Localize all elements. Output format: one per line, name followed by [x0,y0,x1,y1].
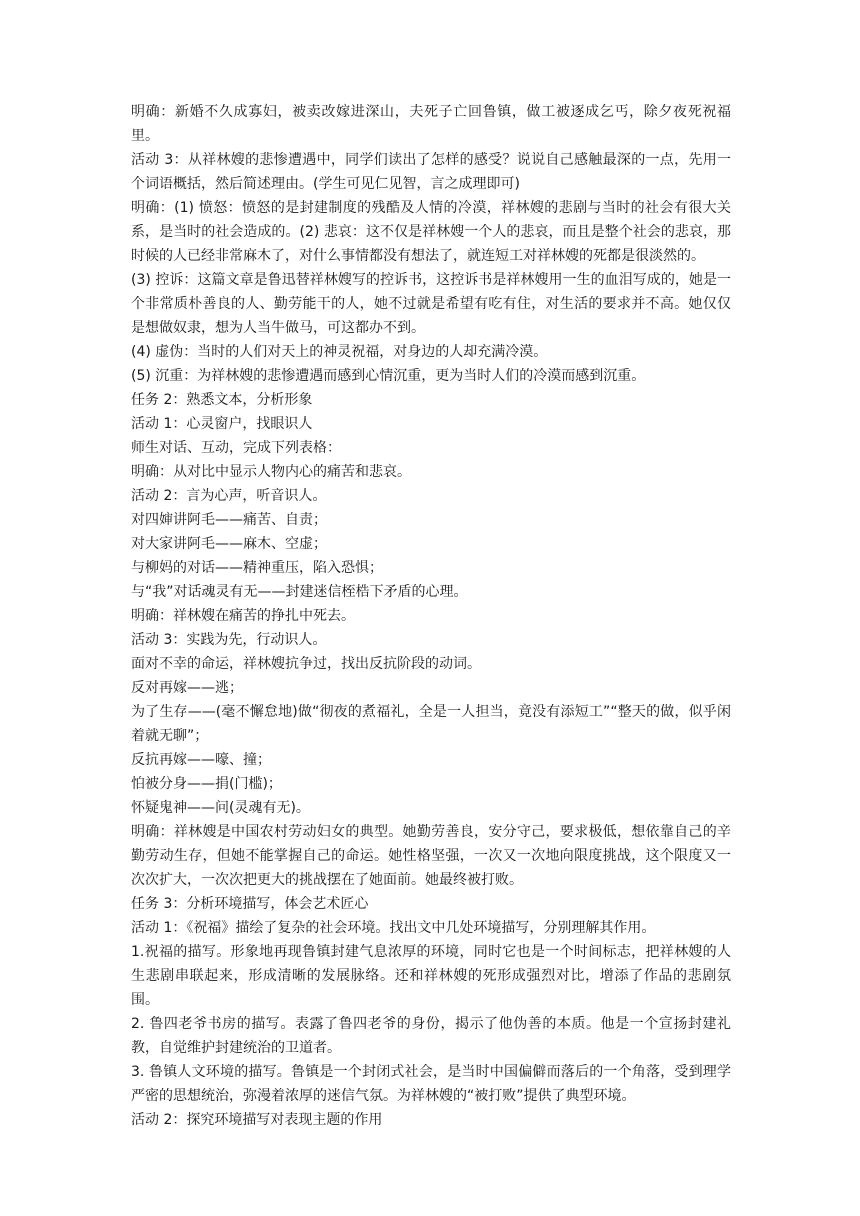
list-item-soul-question: 与“我”对话魂灵有无——封建迷信桎梏下矛盾的心理。 [131,584,468,600]
paragraph-env-blessing: 1.祝福的描写。形象地再现鲁镇封建气息浓厚的环境，同时它也是一个时间标志，把祥林嫂的人生悲剧串联起来，形成清晰的发展脉络。还和祥林嫂的死形成强烈对比，增添了作品的悲剧氛围。 [131,944,731,1008]
list-item-fourth-aunt: 对四婶讲阿毛——痛苦、自责； [131,512,327,528]
heading-activity-1-environment: 活动 1：《祝福》描绘了复杂的社会环境。找出文中几处环境描写，分别理解其作用。 [131,920,656,936]
paragraph-env-luzhen: 3. 鲁镇人文环境的描写。鲁镇是一个封闭式社会，是当时中国偏僻而落后的一个角落，受到理学严密的思想统治，弥漫着浓厚的迷信气氛。为祥林嫂的“被打败”提供了典型环境。 [131,1064,731,1104]
list-item-liu-ma: 与柳妈的对话——精神重压，陷入恐惧； [131,560,383,576]
document-body [131,100,731,1132]
paragraph-answer-hypocrisy: (4) 虚伪：当时的人们对天上的神灵祝福，对身边的人却充满冷漠。 [131,344,548,360]
paragraph-answer-typical-woman: 明确：祥林嫂是中国农村劳动妇女的典型。她勤劳善良，安分守己，要求极低，想依靠自己的辛勤劳动生存，但她不能掌握自己的命运。她性格坚强，一次又一次地向限度挑战，这个限度又一次次扩大，一次次把更大的挑战摆在了她面前。她最终被打败。 [131,824,731,888]
heading-task-3: 任务 3：分析环境描写，体会艺术匠心 [131,896,369,912]
paragraph-env-study: 2. 鲁四老爷书房的描写。表露了鲁四老爷的身份，揭示了他伪善的本质。他是一个宣扬封建礼教，自觉维护封建统治的卫道者。 [131,1016,731,1056]
heading-activity-1-eyes: 活动 1：心灵窗户，找眼识人 [131,416,313,432]
heading-activity-3-action: 活动 3：实践为先，行动识人。 [131,632,327,648]
list-item-threshold: 怕被分身——捐(门槛)； [131,776,282,792]
heading-activity-2-theme: 活动 2：探究环境描写对表现主题的作用 [131,1112,383,1128]
paragraph-answer-contrast: 明确：从对比中显示人物内心的痛苦和悲哀。 [131,464,411,480]
heading-activity-2-speech: 活动 2：言为心声，听音识人。 [131,488,327,504]
paragraph-answer-heaviness: (5) 沉重：为祥林嫂的悲惨遭遇而感到心情沉重，更为当时人们的冷漠而感到沉重。 [131,368,646,384]
list-item-escape: 反对再嫁——逃； [131,680,243,696]
paragraph-activity-3-question: 活动 3：从祥林嫂的悲惨遭遇中，同学们读出了怎样的感受？说说自己感触最深的一点，先用一个词语概括，然后简述理由。(学生可见仁见智，言之成理即可) [131,152,731,192]
paragraph-table-instruction: 师生对话、互动，完成下列表格： [131,440,341,456]
heading-task-2: 任务 2：熟悉文本，分析形象 [131,392,313,408]
paragraph-answer-struggle: 明确：祥林嫂在痛苦的挣扎中死去。 [131,608,355,624]
paragraph-summary-answer: 明确：新婚不久成寡妇，被卖改嫁进深山，夫死子亡回鲁镇，做工被逐成乞丐，除夕夜死祝福里。 [131,104,731,144]
list-item-ghosts: 怀疑鬼神——问(灵魂有无)。 [131,800,310,816]
paragraph-answer-anger-sorrow: 明确：(1) 愤怒：愤怒的是封建制度的残酷及人情的冷漠，祥林嫂的悲剧与当时的社会有很大关系，是当时的社会造成的。(2) 悲哀：这不仅是祥林嫂一个人的悲哀，而且是整个社会的悲哀，那时候的人已经非常麻木了，对什么事情都没有想法了，就连短工对祥林嫂的死都是很淡然的。 [131,200,731,264]
list-item-survive: 为了生存——(毫不懈怠地)做“彻夜的煮福礼，全是一人担当，竟没有添短工”“整天的做，似乎闲着就无聊”； [131,704,731,744]
list-item-resist-remarriage: 反抗再嫁——嚎、撞； [131,752,271,768]
paragraph-resistance-instruction: 面对不幸的命运，祥林嫂抗争过，找出反抗阶段的动词。 [131,656,481,672]
paragraph-answer-accusation: (3) 控诉：这篇文章是鲁迅替祥林嫂写的控诉书，这控诉书是祥林嫂用一生的血泪写成的，她是一个非常质朴善良的人、勤劳能干的人，她不过就是希望有吃有住，对生活的要求并不高。她仅仅是想做奴隶，想为人当牛做马，可这都办不到。 [131,272,731,336]
list-item-everyone: 对大家讲阿毛——麻木、空虚； [131,536,327,552]
